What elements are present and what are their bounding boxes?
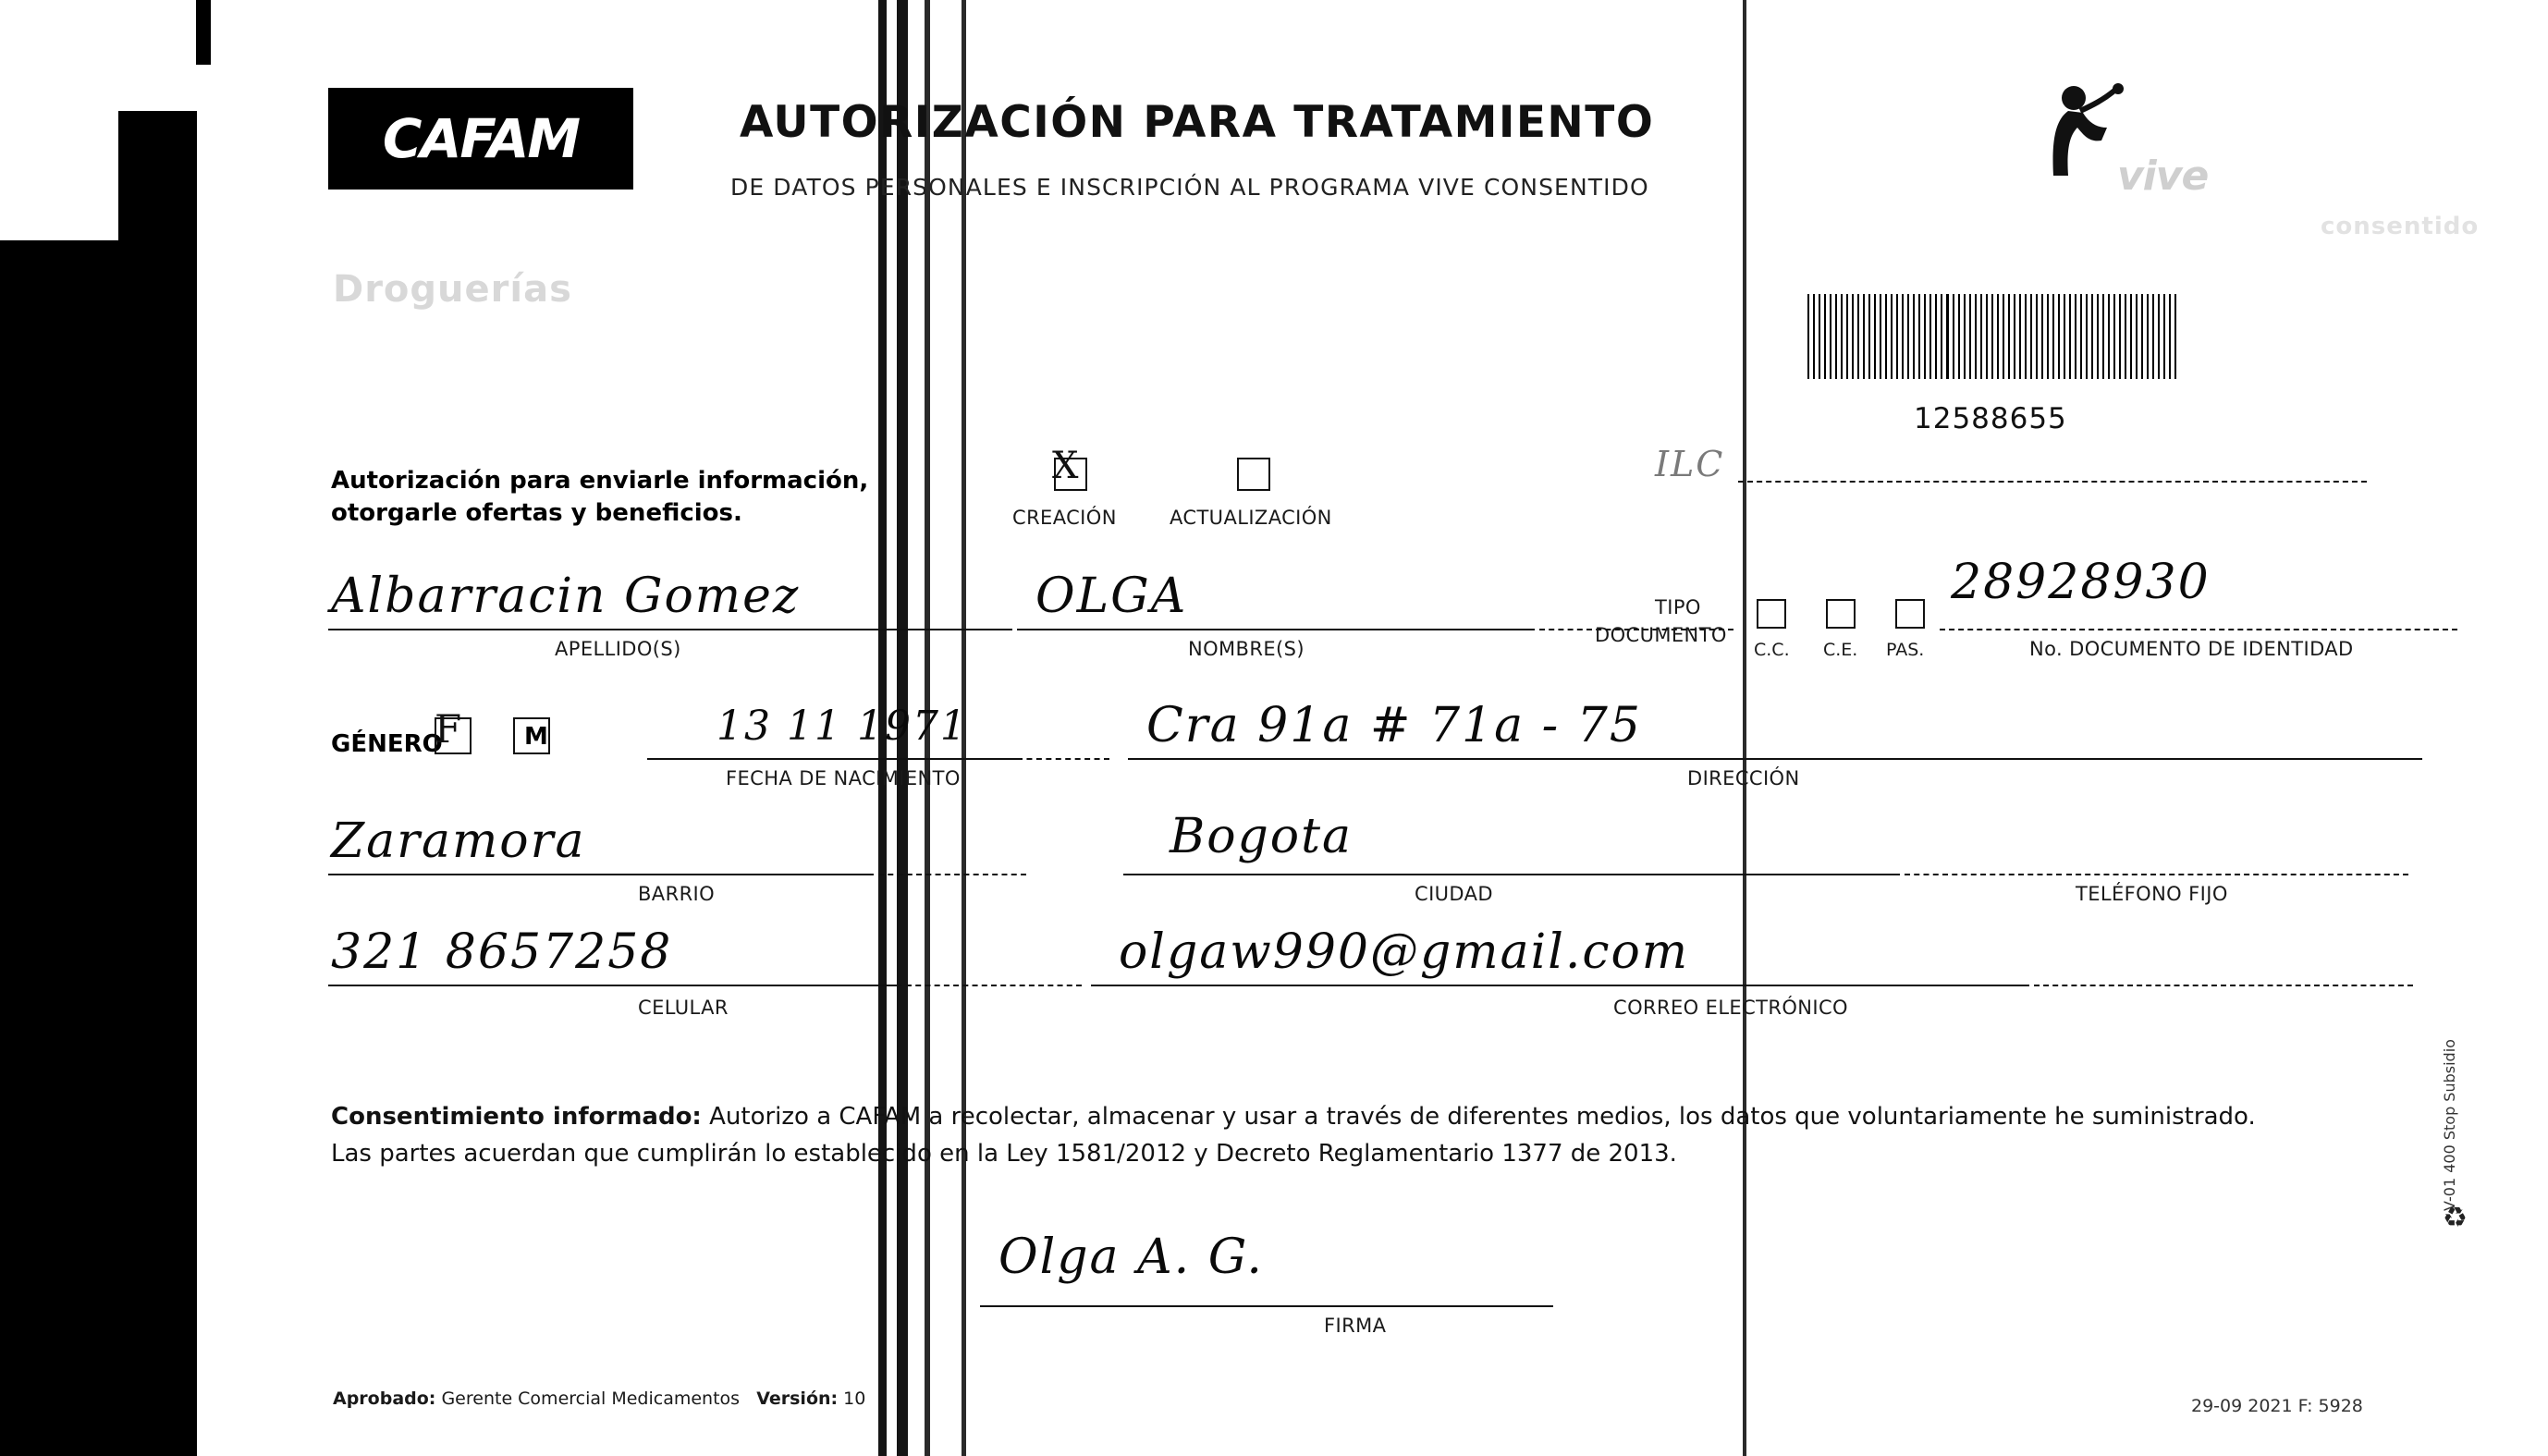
tipo-documento-label-2: DOCUMENTO: [1595, 624, 1727, 646]
scan-artifact-left-bar-2: [118, 111, 197, 1456]
direccion-rule: [1128, 758, 2422, 760]
authorization-label-line1: Autorización para enviarle información,: [331, 467, 869, 495]
telefono-fijo-rule: [2066, 874, 2408, 875]
consent-paragraph: [331, 1098, 2407, 1173]
scan-artifact-top-left: [196, 0, 211, 65]
ciudad-value[interactable]: Bogota: [1170, 809, 1354, 864]
correo-rule-dash: [2034, 985, 2413, 986]
firma-value[interactable]: Olga A. G.: [998, 1230, 1264, 1285]
checkbox-actualizacion[interactable]: [1237, 458, 1270, 491]
footer-side-note: V-01 400 Stop Subsidio: [2441, 1039, 2458, 1211]
checkbox-pas-label: PAS.: [1886, 640, 1925, 660]
page-title: AUTORIZACIÓN PARA TRATAMIENTO: [740, 97, 1655, 148]
page-subtitle: DE DATOS PERSONALES E INSCRIPCIÓN AL PROGRAMA VIVE CONSENTIDO: [730, 174, 1649, 201]
consent-text-2: Las partes acuerdan que cumplirán lo establecido en la Ley 1581/2012 y Decreto Reglamentario 1377 de 2013.: [331, 1140, 1677, 1168]
checkbox-cc-label: C.C.: [1754, 640, 1790, 660]
scan-artifact-handwriting: ILC: [1655, 444, 1725, 484]
consentido-wordmark: consentido: [2321, 213, 2480, 240]
fecha-nacimiento-rule-dash: [1017, 758, 1109, 760]
numero-documento-rule: [1940, 629, 2457, 630]
ciudad-label: CIUDAD: [1415, 883, 1493, 905]
nombres-rule: [1017, 629, 1535, 630]
ciudad-rule: [1123, 874, 1900, 875]
firma-label: FIRMA: [1324, 1315, 1387, 1337]
vive-wordmark: vive: [2117, 153, 2209, 200]
ciudad-rule-dash: [1905, 874, 2062, 875]
barrio-label: BARRIO: [638, 883, 716, 905]
cafam-logo-subtext: Droguerías: [333, 268, 572, 311]
celular-label: CELULAR: [638, 997, 729, 1019]
barrio-rule: [328, 874, 874, 875]
footer-aprobado-value: Gerente Comercial Medicamentos: [441, 1389, 741, 1409]
footer-version-label: Versión:: [756, 1389, 839, 1409]
celular-value[interactable]: 321 8657258: [331, 924, 673, 980]
checkbox-creacion[interactable]: [1052, 445, 1087, 491]
apellidos-value[interactable]: Albarracin Gomez: [331, 569, 801, 624]
correo-rule: [1091, 985, 2029, 986]
checkbox-ce-label: C.E.: [1823, 640, 1858, 660]
nombres-value[interactable]: OLGA: [1035, 569, 1188, 624]
footer-aprobado-label: Aprobado:: [333, 1389, 436, 1409]
cafam-logo: [328, 88, 633, 190]
correo-label: CORREO ELECTRÓNICO: [1613, 997, 1848, 1019]
fecha-nacimiento-value[interactable]: 13 11 1971: [717, 703, 968, 750]
fecha-nacimiento-rule: [647, 758, 1017, 760]
barcode: [1807, 294, 2177, 379]
checkbox-cc[interactable]: [1757, 599, 1786, 629]
checkbox-genero-f-mark: F: [435, 706, 462, 752]
correo-value[interactable]: olgaw990@gmail.com: [1119, 924, 1690, 980]
direccion-label: DIRECCIÓN: [1687, 767, 1800, 789]
celular-rule-dash: [906, 985, 1082, 986]
celular-rule: [328, 985, 901, 986]
barrio-rule-dash: [878, 874, 1026, 875]
apellidos-rule: [328, 629, 1012, 630]
checkbox-genero-m[interactable]: [513, 717, 550, 754]
checkbox-pas[interactable]: [1895, 599, 1925, 629]
recycle-icon: ♻: [2443, 1203, 2468, 1233]
consent-heading: Consentimiento informado:: [331, 1103, 702, 1131]
footer-approval: [333, 1389, 865, 1409]
direccion-value[interactable]: Cra 91a # 71a - 75: [1146, 698, 1642, 753]
apellidos-label: APELLIDO(S): [555, 638, 681, 660]
footer-version-value: 10: [843, 1389, 866, 1409]
scan-artifact-left-bar: [0, 240, 120, 1456]
checkbox-genero-f[interactable]: [435, 706, 472, 754]
scan-artifact-streak-5: [1743, 0, 1746, 1456]
checkbox-actualizacion-label: ACTUALIZACIÓN: [1170, 507, 1332, 529]
telefono-fijo-label: TELÉFONO FIJO: [2076, 883, 2228, 905]
numero-documento-value[interactable]: 28928930: [1951, 555, 2211, 610]
consent-text-1: Autorizo a CAFAM a recolectar, almacenar y usar a través de diferentes medios, los datos que voluntariamente he suministrado.: [701, 1103, 2256, 1131]
barcode-number: 12588655: [1914, 402, 2067, 435]
checkbox-genero-m-label: M: [524, 723, 548, 751]
genero-label: GÉNERO: [331, 730, 443, 758]
firma-rule: [980, 1305, 1553, 1307]
checkbox-creacion-label: CREACIÓN: [1012, 507, 1117, 529]
checkbox-ce[interactable]: [1826, 599, 1856, 629]
barrio-value[interactable]: Zaramora: [331, 814, 586, 869]
rule-top-right: [1738, 481, 2367, 483]
fecha-nacimiento-label: FECHA DE NACIMIENTO: [726, 767, 961, 789]
authorization-label-line2: otorgarle ofertas y beneficios.: [331, 499, 742, 527]
checkbox-creacion-mark: X: [1052, 445, 1079, 487]
tipo-documento-label-1: TIPO: [1655, 596, 1701, 618]
numero-documento-label: No. DOCUMENTO DE IDENTIDAD: [2029, 638, 2354, 660]
footer-date-code: 29-09 2021 F: 5928: [2191, 1396, 2363, 1416]
cafam-logo-text: CAFAM: [382, 107, 580, 170]
nombres-label: NOMBRE(S): [1188, 638, 1305, 660]
